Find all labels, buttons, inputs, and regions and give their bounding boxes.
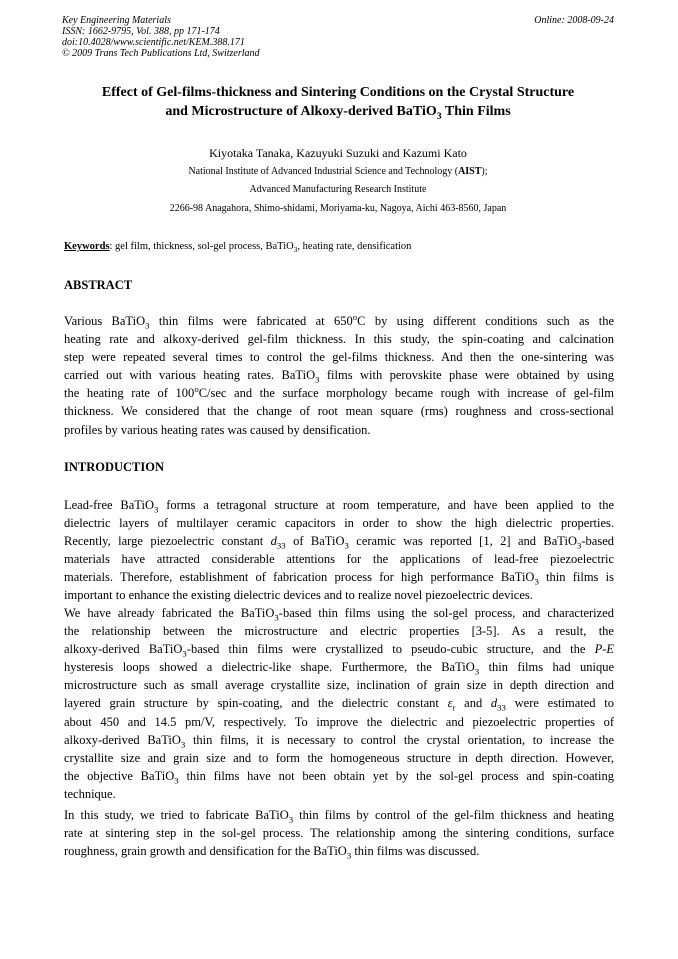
introduction-paragraph-3: In this study, we tried to fabricate BaTiO$_3$ thin films by control of the gel-film thickness and heating rate at sintering step in the sol-gel process. The relationship among the sintering conditions, surface roughness, grain growth and densification for the BaTiO$_3$ thin films was discussed. [64, 808, 615, 861]
author-list: Kiyotaka Tanaka, Kazuyuki Suzuki and Kazumi Kato [209, 146, 467, 160]
affiliation-institute: National Institute of Advanced Industrial Science and Technology (AIST); [188, 166, 488, 177]
paper-title: Effect of Gel-films-thickness and Sintering Conditions on the Crystal Structure and Microstructure of Alkoxy-derived BaTiO$_3$ Thin Films [101, 85, 575, 122]
introduction-heading: INTRODUCTION [64, 460, 165, 474]
online-date: Online: 2008-09-24 [534, 15, 614, 26]
copyright-line: © 2009 Trans Tech Publications Ltd, Switzerland [62, 48, 260, 59]
journal-header [62, 15, 614, 59]
keywords-line: Keywords: gel film, thickness, sol-gel process, BaTiO$_3$, heating rate, densification [64, 241, 412, 255]
abstract-text: Various BaTiO$_3$ thin films were fabricated at 650$^o$C by using different conditions such as the heating rate and alkoxy-derived gel-film thickness. In this study, the spin-coating and calcination step were repeated several times to control the gel-films thickness. And then the one-sintering was carried out with various heating rates. BaTiO$_3$ films with perovskite phase were obtained by using the heating rate of 100$^o$C/sec and the surface morphology became rough with increase of gel-film thickness. We considered that the change of root mean square (rms) roughness and cross-sectional profiles by various heating rates was caused by densification. [64, 311, 614, 437]
issn-line: ISSN: 1662-9795, Vol. 388, pp 171-174 [62, 26, 220, 37]
introduction-paragraph-2: We have already fabricated the BaTiO$_3$-based thin films using the sol-gel process, and characterized the relationship between the microstructure and electric properties [3-5]. As a result, the alkoxy-derived BaTiO$_3$-based thin films were crystallized to pseudo-cubic structure, and the P-E hysteresis loops showed a dielectric-like shape. Furthermore, the BaTiO$_3$ thin films had unique microstructure such as small average crystallite size, inclination of grain size in depth direction and layered grain structure by spin-coating, and the dielectric constant $\varepsilon_r$ and $d_{33}$ were estimated to about 450 and 14.5 pm/V, respectively. To improve the dielectric and piezoelectric properties of alkoxy-derived BaTiO$_3$ thin films, it is necessary to control the crystal orientation, to increase the crystallite size and grain size and to form the homogeneous structure in depth direction. However, the objective BaTiO$_3$ thin films have not been obtain yet by the sol-gel process and spin-coating technique. [64, 606, 614, 801]
affiliation-department: Advanced Manufacturing Research Institute [249, 184, 427, 195]
keywords-label: Keywords [64, 241, 110, 252]
doi-line: doi:10.4028/www.scientific.net/KEM.388.171 [62, 37, 245, 48]
introduction-paragraph-1: Lead-free BaTiO$_3$ forms a tetragonal structure at room temperature, and have been applied to the dielectric layers of multilayer ceramic capacitors in order to show the high dielectric properties. Recently, large piezoelectric constant $d_{33}$ of BaTiO$_3$ ceramic was reported [1, 2] and BaTiO$_3$-based materials have attracted considerable attentions for the applications of lead-free piezoelectric materials. Therefore, establishment of fabrication process for high performance BaTiO$_3$ thin films is important to enhance the existing dielectric devices and to realize novel piezoelectric devices. [64, 498, 615, 603]
journal-name: Key Engineering Materials [62, 15, 171, 26]
abstract-heading: ABSTRACT [64, 278, 133, 292]
affiliation-address: 2266-98 Anagahora, Shimo-shidami, Moriyama-ku, Nagoya, Aichi 463-8560, Japan [169, 203, 507, 214]
